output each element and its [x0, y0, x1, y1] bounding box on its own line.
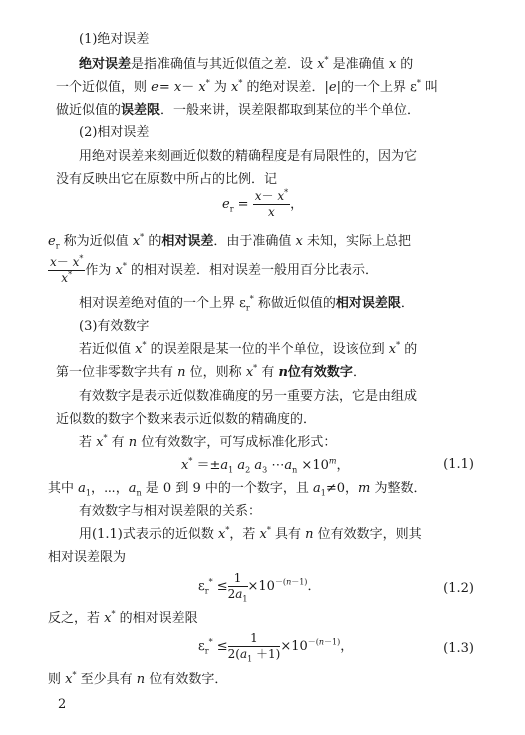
- paragraph-line: 绝对误差是指准确值与其近似值之差．设 x* 是准确值 x 的: [79, 55, 414, 72]
- paragraph-line: 则 x* 至少具有 n 位有效数字．: [48, 670, 228, 687]
- equation-number: (1.3): [443, 641, 474, 656]
- equation-relative-error: $e_r$ = $\frac{x- x^*}{x}$ ，: [222, 188, 304, 219]
- paragraph-line: $e_r$ 称为近似值 x* 的相对误差．由于准确值 x 未知，实际上总把: [48, 232, 411, 251]
- paragraph-line: 近似数的数字个数来表示近似数的精确度的．: [56, 412, 317, 427]
- paragraph-line: 若近似值 x* 的误差限是某一位的半个单位，设该位到 x* 的: [79, 340, 418, 357]
- paragraph-line: 用(1.1)式表示的近似数 x*，若 x* 具有 n 位有效数字，则其: [79, 525, 422, 542]
- paragraph-line: 一个近似值，则 e= x－ x* 为 x* 的绝对误差．|e|的一个上界 ε* 叫: [56, 78, 439, 95]
- section-heading-significant-digits: (3)有效数字: [79, 319, 150, 334]
- term-significant-digits: 位有效数字: [287, 365, 353, 380]
- equation-number: (1.2): [443, 581, 474, 596]
- term-relative-error-bound: 相对误差限: [335, 296, 401, 311]
- paragraph-line: 若 x* 有 n 位有效数字，可写成标准化形式：: [79, 433, 337, 450]
- paragraph-line: 其中 $a_1$，⋯，$a_n$ 是 0 到 9 中的一个数字，且 $a_1\ne 0$，m 为整数．: [48, 481, 427, 498]
- paragraph-line: 做近似值的误差限．一般来讲，误差限都取到某位的半个单位．: [56, 103, 421, 118]
- term-absolute-error: 绝对误差: [79, 57, 132, 72]
- section-heading-absolute-error: (1)绝对误差: [79, 32, 150, 47]
- equation-standard-form: $x^* =\pm a_1$ $a_2$ $a_3$ $\cdots a_n \times 10^m$，: [181, 456, 350, 475]
- section-heading-relative-error: (2)相对误差: [79, 125, 150, 140]
- term-error-bound: 误差限: [121, 103, 161, 118]
- paragraph-line: $\frac{x- x^*}{x^*}$ 作为 x* 的相对误差．相对误差一般用百分比表示．: [50, 254, 379, 285]
- paragraph-line: 没有反映出它在原数中所占的比例．记: [56, 172, 278, 187]
- page-number: 2: [58, 697, 67, 712]
- equation-bound-1-3: $\varepsilon_r^*$ ≤ $\frac{1}{2(a_1 +1)}$ $\times 10^{-(n-1)}$，: [198, 631, 354, 664]
- paragraph-line: 有效数字与相对误差限的关系：: [79, 504, 262, 519]
- paragraph-line: 有效数字是表示近似数准确度的另一重要方法，它是由组成: [79, 389, 418, 404]
- paragraph-line: 相对误差绝对值的一个上界 $\varepsilon_r^*$ 称做近似值的相对误差限．: [79, 294, 414, 313]
- paragraph-line: 相对误差限为: [48, 550, 127, 565]
- paragraph-line: 用绝对误差来刻画近似数的精确程度是有局限性的，因为它: [79, 149, 418, 164]
- equation-number: (1.1): [443, 457, 474, 472]
- paragraph-line: 反之，若 x* 的相对误差限: [48, 609, 198, 626]
- term-relative-error: 相对误差: [161, 234, 214, 249]
- equation-bound-1-2: $\varepsilon_r^*$ ≤ $\frac{1}{2a_1}$ $\times 10^{-(n-1)}$．: [198, 571, 321, 604]
- paragraph-line: 第一位非零数字共有 n 位，则称 x* 有 n位有效数字．: [56, 363, 366, 380]
